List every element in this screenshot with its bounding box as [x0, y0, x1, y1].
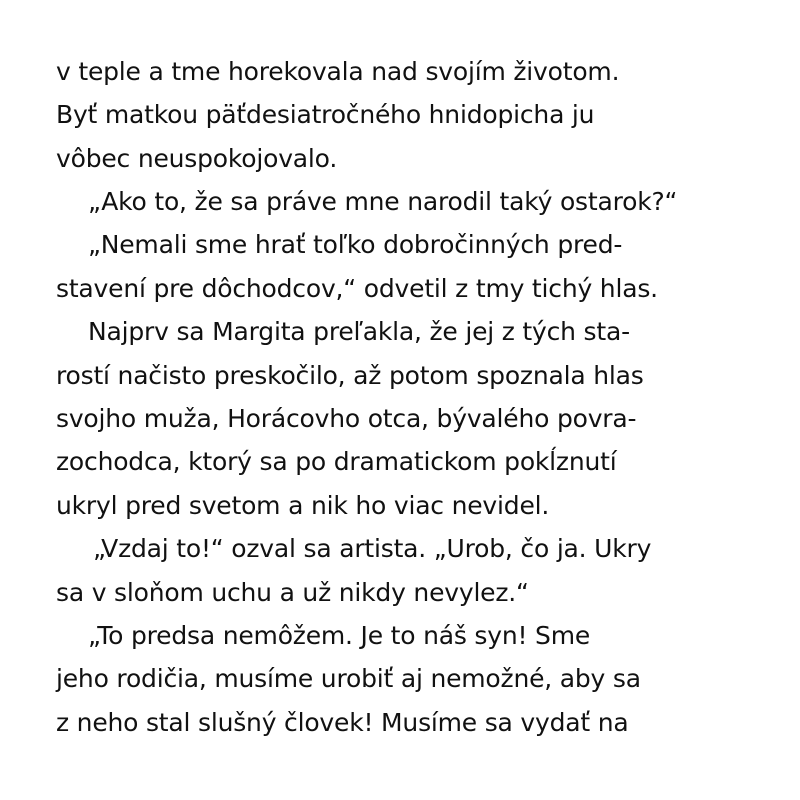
- text-line: „Vzdaj to!“ ozval sa artista. „Urob, čo ja. Ukry: [93, 534, 652, 563]
- text-line: Najprv sa Margita preľakla, že jej z tých sta-: [88, 317, 630, 346]
- text-line: ukryl pred svetom a nik ho viac nevidel.: [56, 491, 550, 520]
- text-line: „Nemali sme hrať toľko dobročinných pred-: [88, 230, 623, 259]
- text-line: „To predsa nemôžem. Je to náš syn! Sme: [88, 621, 591, 650]
- text-line: zochodca, ktorý sa po dramatickom pokĺznutí: [56, 447, 617, 476]
- text-line: Byť matkou päťdesiatročného hnidopicha ju: [56, 100, 595, 129]
- text-line: z neho stal slušný človek! Musíme sa vydať na: [56, 708, 629, 737]
- text-line: svojho muža, Horácovho otca, bývalého povra-: [56, 404, 637, 433]
- text-line: „Ako to, že sa práve mne narodil taký ostarok?“: [88, 187, 678, 216]
- text-line: stavení pre dôchodcov,“ odvetil z tmy tichý hlas.: [56, 274, 658, 303]
- text-line: sa v sloňom uchu a už nikdy nevylez.“: [56, 578, 529, 607]
- text-line: vôbec neuspokojovalo.: [56, 144, 338, 173]
- text-line: rostí načisto preskočilo, až potom spoznala hlas: [56, 361, 644, 390]
- text-line: v teple a tme horekovala nad svojím životom.: [56, 57, 620, 86]
- text-line: jeho rodičia, musíme urobiť aj nemožné, aby sa: [56, 664, 641, 693]
